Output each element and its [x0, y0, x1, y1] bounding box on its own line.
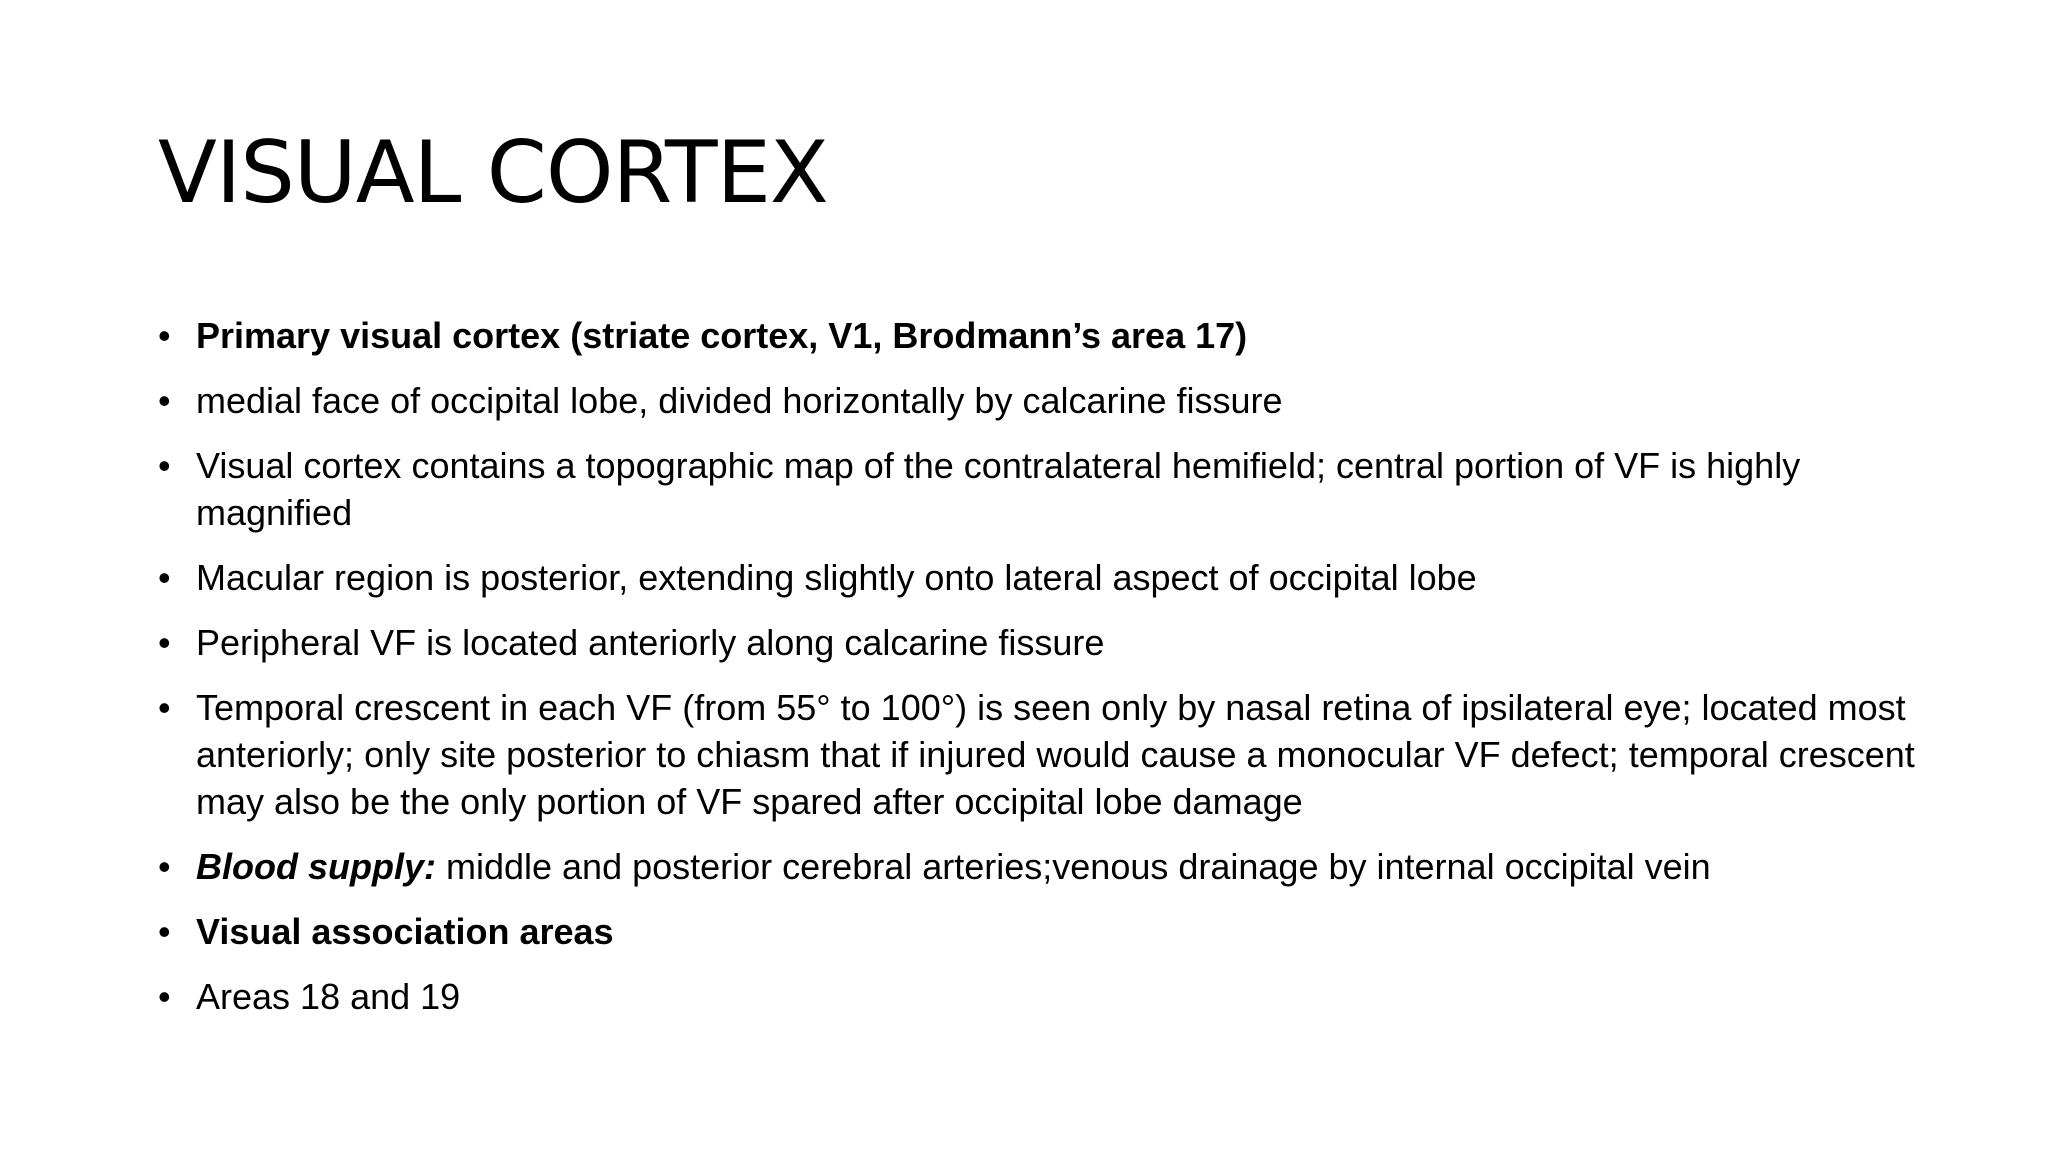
bullet-text: Areas 18 and 19: [196, 976, 461, 1017]
bullet-item: [158, 619, 1918, 666]
bullet-item: [158, 312, 1918, 359]
slide-content: [158, 312, 1918, 1038]
bullet-text: medial face of occipital lobe, divided horizontally by calcarine fissure: [196, 380, 1283, 421]
bullet-item: [158, 973, 1918, 1020]
bullet-item: [158, 554, 1918, 601]
bullet-bold-text: Primary visual cortex (striate cortex, V1, Brodmann’s area 17): [196, 315, 1248, 356]
bullet-item: [158, 377, 1918, 424]
bullet-item: [158, 908, 1918, 955]
bullet-item: [158, 843, 1918, 890]
bullet-item: [158, 684, 1918, 825]
slide-title: VISUAL CORTEX: [158, 123, 828, 223]
bullet-list: [158, 312, 1918, 1020]
bullet-text: Visual cortex contains a topographic map of the contralateral hemifield; central portion of VF is highly magnified: [196, 445, 1801, 533]
bullet-item: [158, 442, 1918, 536]
bullet-bold-text: Visual association areas: [196, 911, 614, 952]
bullet-bold-italic-text: Blood supply:: [196, 846, 436, 887]
bullet-text: Temporal crescent in each VF (from 55° to 100°) is seen only by nasal retina of ipsilateral eye; located most anteriorly; only site posterior to chiasm that if injured would cause a monocular VF defect; temporal crescent may also be the only portion of VF spared after occipital lobe damage: [196, 687, 1915, 822]
bullet-text: Peripheral VF is located anteriorly along calcarine fissure: [196, 622, 1105, 663]
bullet-text: middle and posterior cerebral arteries;venous drainage by internal occipital vein: [435, 846, 1711, 887]
bullet-text: Macular region is posterior, extending slightly onto lateral aspect of occipital lobe: [196, 557, 1477, 598]
